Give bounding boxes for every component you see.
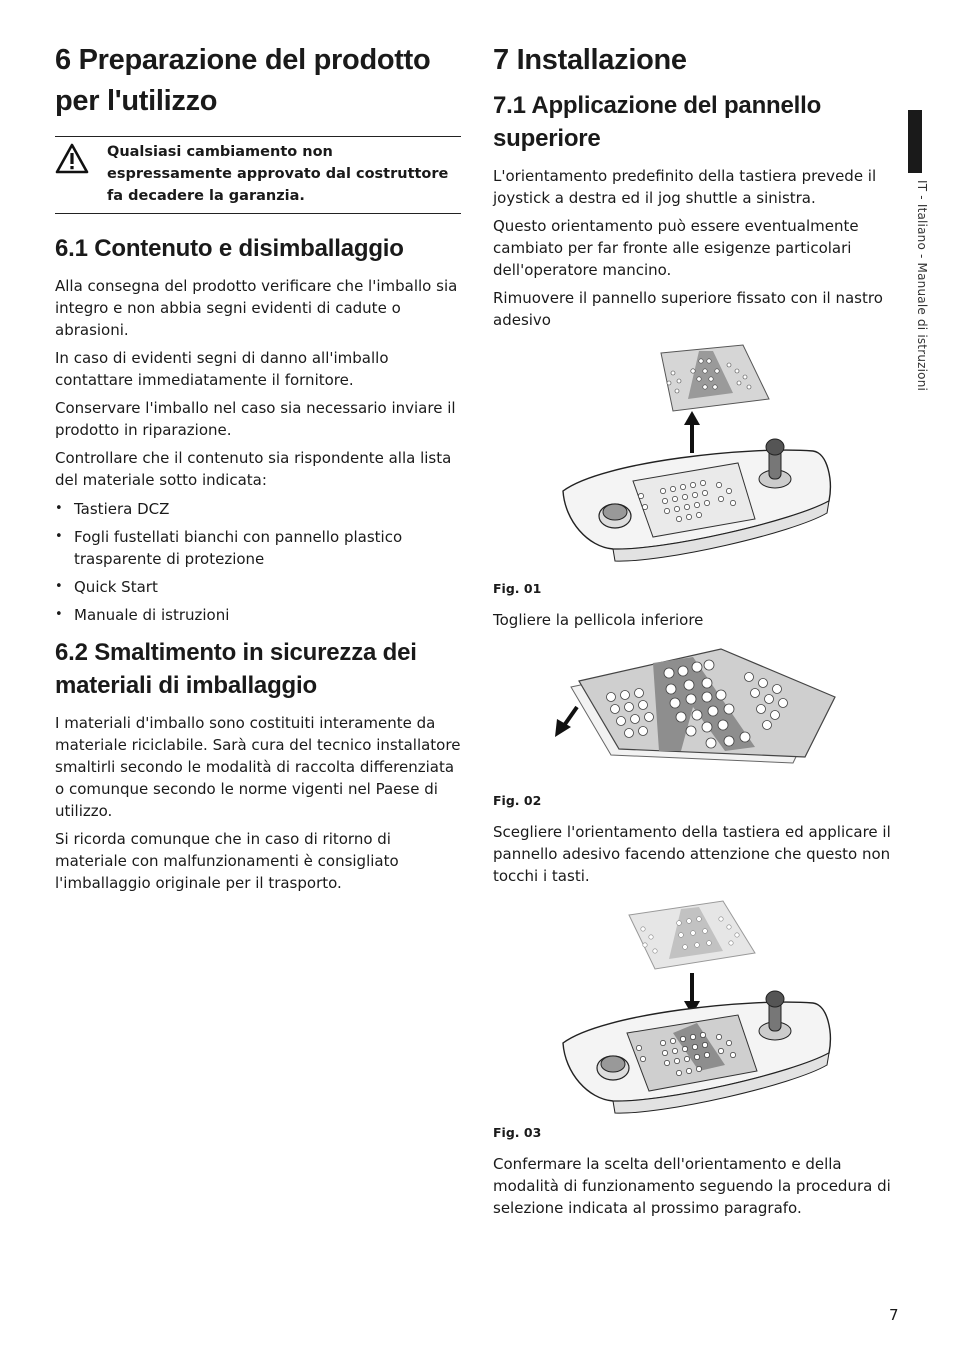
paragraph: Confermare la scelta dell'orientamento e della modalità di funzionamento seguendo la procedura di selezione indicata al prossimo paragrafo. (493, 1155, 891, 1217)
paragraph: L'orientamento predefinito della tastiera prevede il joystick a destra ed il jog shuttle a sinistra. (493, 167, 877, 207)
figure-caption: Fig. 03 (493, 1125, 542, 1140)
keyboard-device (563, 991, 830, 1113)
warning-box (55, 136, 461, 214)
sidebar-label: IT - Italiano - Manuale di istruzioni (915, 180, 929, 392)
paragraph: Alla consegna del prodotto verificare che l'imballo sia integro e non abbia segni evidenti di cadute o abrasioni. (55, 277, 458, 339)
arrow-down-left-icon (555, 707, 577, 737)
paragraph: Questo orientamento può essere eventualmente cambiato per far fronte alle esigenze particolari dell'operatore mancino. (493, 217, 859, 279)
paragraph: Rimuovere il pannello superiore fissato con il nastro adesivo (493, 289, 883, 329)
list-item: • Tastiera DCZ (55, 498, 461, 520)
figure-caption: Fig. 02 (493, 793, 542, 808)
top-panel-sheet (661, 345, 769, 411)
warning-triangle-icon (55, 141, 107, 207)
warning-text: Qualsiasi cambiamento non espressamente approvato dal costruttore fa decadere la garanzia. (107, 144, 449, 204)
paragraph: Togliere la pellicola inferiore (493, 611, 704, 629)
figure-01-keyboard-panel-removal (493, 341, 901, 581)
paragraph: Si ricorda comunque che in caso di ritorno di materiale con malfunzionamenti è consigliato l'imballaggio originale per il trasporto. (55, 830, 399, 892)
paragraph: Controllare che il contenuto sia rispondente alla lista del materiale sotto indicata: (55, 449, 452, 489)
paragraph: In caso di evidenti segni di danno all'imballo contattare immediatamente il fornitore. (55, 349, 389, 389)
list-item: • Manuale di istruzioni (55, 604, 461, 626)
figure-caption: Fig. 01 (493, 581, 542, 596)
list-item: • Fogli fustellati bianchi con pannello plastico trasparente di protezione (55, 526, 461, 570)
right-column (493, 40, 901, 1219)
paragraph: I materiali d'imballo sono costituiti interamente da materiale riciclabile. Sarà cura del tecnico installatore smaltirli secondo le modalità di raccolta differenziata o comunque secondo le norme vigenti nel Paese di utilizzo. (55, 714, 461, 820)
left-column (55, 40, 461, 894)
section-7-1-title: 7.1 Applicazione del pannello superiore (493, 92, 822, 152)
section-6-1-title: 6.1 Contenuto e disimballaggio (55, 235, 404, 262)
arrow-up-icon (684, 411, 700, 453)
paragraph: Scegliere l'orientamento della tastiera ed applicare il pannello adesivo facendo attenzione che questo non tocchi i tasti. (493, 823, 891, 885)
keyboard-device (563, 439, 830, 561)
section-7-title: 7 Installazione (493, 44, 687, 76)
paragraph: Conservare l'imballo nel caso sia necessario inviare il prodotto in riparazione. (55, 399, 456, 439)
adhesive-panel-sheet (629, 901, 755, 969)
list-item: • Quick Start (55, 576, 461, 598)
language-tab (908, 110, 922, 173)
figure-02-film-removal (493, 637, 901, 787)
section-6-title: 6 Preparazione del prodotto per l'utilizzo (55, 44, 431, 117)
page-number: 7 (889, 1306, 899, 1324)
section-6-2-title: 6.2 Smaltimento in sicurezza dei materiali di imballaggio (55, 639, 417, 699)
figure-03-panel-application (493, 893, 901, 1123)
contents-list (55, 498, 461, 626)
